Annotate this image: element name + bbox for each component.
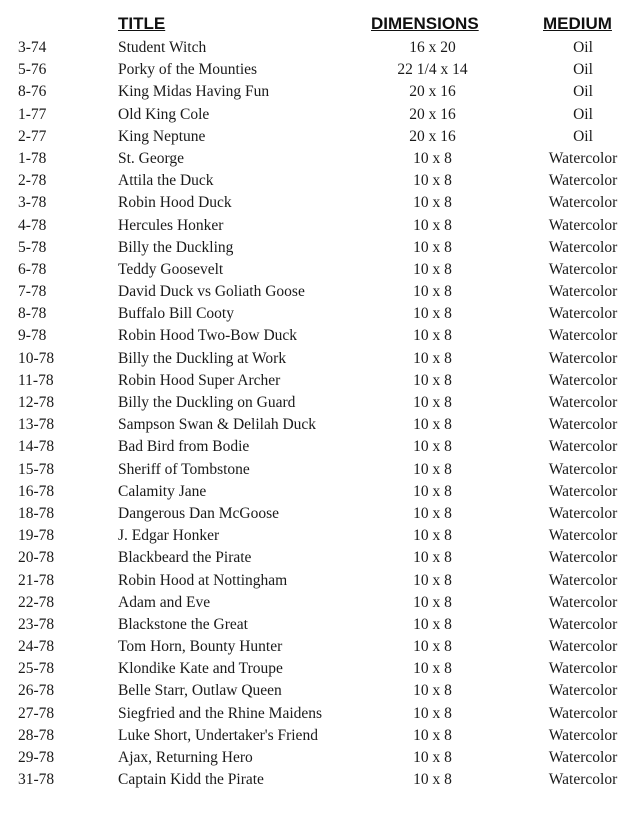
catalog-number: 3-74 [18,39,47,56]
artwork-title: Luke Short, Undertaker's Friend [118,726,318,744]
table-row [0,126,638,148]
table-row [0,104,638,126]
catalog-number: 2-77 [18,127,47,145]
artwork-medium: Watercolor [548,371,618,389]
catalog-number: 24-78 [18,638,55,656]
catalog-number: 9-78 [18,327,47,345]
catalog-number: 1-77 [18,105,47,123]
table-row [0,281,638,303]
artwork-medium: Watercolor [548,349,618,367]
catalog-number: 29-78 [18,749,55,766]
artwork-dimensions: 10 x 8 [413,771,452,789]
artwork-dimensions: 20 x 16 [409,83,456,101]
catalog-number: 14-78 [18,438,55,456]
artwork-dimensions: 10 x 8 [413,504,452,522]
artwork-title: Dangerous Dan McGoose [118,504,279,522]
artwork-medium: Oil [573,105,593,123]
catalog-number: 19-78 [18,527,55,545]
artwork-medium: Watercolor [548,327,618,345]
table-row [0,481,638,503]
artwork-title: Blackbeard the Pirate [118,549,252,567]
artwork-dimensions: 10 x 8 [413,305,452,323]
catalog-number: 16-78 [18,482,55,500]
table-row [0,747,638,769]
artwork-dimensions: 10 x 8 [413,638,452,656]
artwork-medium: Watercolor [548,149,618,167]
artwork-title: Sampson Swan & Delilah Duck [118,416,317,434]
artwork-medium: Watercolor [548,460,618,478]
artwork-title: Attila the Duck [118,172,214,190]
artwork-medium: Watercolor [548,394,618,411]
artwork-medium: Watercolor [548,682,618,700]
artwork-title: King Neptune [118,127,206,145]
artwork-medium: Watercolor [548,771,618,789]
table-row [0,170,638,192]
artwork-dimensions: 20 x 16 [409,127,456,145]
artwork-dimensions: 10 x 8 [413,238,452,256]
artwork-dimensions: 10 x 8 [413,482,452,500]
artwork-title: Porky of the Mounties [118,61,258,79]
catalog-number: 21-78 [18,571,55,589]
catalog-number: 12-78 [18,394,55,411]
table-row [0,547,638,569]
artwork-medium: Watercolor [548,305,618,323]
artwork-title: Belle Starr, Outlaw Queen [118,682,282,700]
table-row [0,658,638,680]
artwork-medium: Watercolor [548,238,618,256]
catalog-number: 5-78 [18,238,47,256]
table-row [0,348,638,370]
catalog-number: 28-78 [18,726,55,744]
artwork-medium: Watercolor [548,216,618,234]
catalog-number: 27-78 [18,704,55,722]
artwork-title: Student Witch [118,39,207,56]
catalog-number: 4-78 [18,216,47,234]
table-row [0,259,638,281]
artwork-medium: Watercolor [548,438,618,456]
artwork-dimensions: 10 x 8 [413,349,452,367]
artwork-medium: Watercolor [548,260,618,278]
artwork-dimensions: 10 x 8 [413,704,452,722]
artwork-dimensions: 20 x 16 [409,105,456,123]
artwork-title: Buffalo Bill Cooty [118,305,234,323]
artwork-dimensions: 10 x 8 [413,549,452,567]
artwork-dimensions: 10 x 8 [413,571,452,589]
table-row [0,592,638,614]
artwork-medium: Watercolor [548,615,618,633]
artwork-medium: Watercolor [548,571,618,589]
artwork-title: Billy the Duckling at Work [118,349,287,367]
catalog-number: 31-78 [18,771,55,789]
table-row [0,614,638,636]
title-column-header: TITLE [118,14,166,33]
artwork-medium: Watercolor [548,704,618,722]
catalog-number: 8-78 [18,305,47,323]
artwork-title: Tom Horn, Bounty Hunter [118,638,283,656]
artwork-dimensions: 10 x 8 [413,327,452,345]
catalog-number: 11-78 [18,371,54,389]
artwork-dimensions: 10 x 8 [413,527,452,545]
table-row [0,436,638,458]
artwork-title: Robin Hood Super Archer [118,371,281,389]
catalog-number: 25-78 [18,660,55,678]
catalog-number: 1-78 [18,149,47,167]
medium-column-header: MEDIUM [543,14,612,33]
artwork-dimensions: 16 x 20 [409,39,456,56]
artwork-dimensions: 10 x 8 [413,593,452,611]
artwork-title: Teddy Goosevelt [118,260,224,278]
catalog-number: 20-78 [18,549,55,567]
artwork-dimensions: 10 x 8 [413,216,452,234]
artwork-title: Sheriff of Tombstone [118,460,250,478]
catalog-number: 23-78 [18,615,55,633]
artwork-dimensions: 22 1/4 x 14 [397,61,468,79]
artwork-title: Captain Kidd the Pirate [118,771,264,789]
artwork-medium: Oil [573,39,593,56]
catalog-number: 5-76 [18,61,47,79]
table-row [0,37,638,59]
catalog-number: 13-78 [18,416,55,434]
artwork-medium: Watercolor [548,549,618,567]
table-row [0,59,638,81]
artwork-medium: Watercolor [548,726,618,744]
artwork-medium: Watercolor [548,482,618,500]
artwork-dimensions: 10 x 8 [413,371,452,389]
table-row [0,392,638,414]
catalog-number: 3-78 [18,194,47,212]
table-row [0,192,638,214]
catalog-number: 8-76 [18,83,47,101]
artwork-medium: Watercolor [548,172,618,190]
artwork-medium: Watercolor [548,283,618,301]
artwork-title: Siegfried and the Rhine Maidens [118,704,323,722]
artwork-title: Ajax, Returning Hero [118,749,253,766]
artwork-dimensions: 10 x 8 [413,615,452,633]
artwork-dimensions: 10 x 8 [413,172,452,190]
catalog-number: 2-78 [18,172,47,190]
artwork-medium: Watercolor [548,749,618,766]
catalog-number: 7-78 [18,283,47,301]
artwork-title: St. George [118,149,185,167]
artwork-title: David Duck vs Goliath Goose [118,283,305,301]
artwork-title: Blackstone the Great [118,615,248,633]
table-row [0,81,638,103]
artwork-title: Robin Hood at Nottingham [118,571,288,589]
table-row [0,370,638,392]
table-row [0,414,638,436]
artwork-dimensions: 10 x 8 [413,749,452,766]
catalog-number: 6-78 [18,260,47,278]
artwork-dimensions: 10 x 8 [413,149,452,167]
artwork-medium: Watercolor [548,194,618,212]
artwork-dimensions: 10 x 8 [413,460,452,478]
artwork-medium: Oil [573,83,593,101]
artwork-title: Klondike Kate and Troupe [118,660,283,678]
artwork-dimensions: 10 x 8 [413,283,452,301]
artwork-medium: Watercolor [548,638,618,656]
catalog-number: 22-78 [18,593,55,611]
artwork-title: Bad Bird from Bodie [118,438,250,456]
artwork-dimensions: 10 x 8 [413,438,452,456]
artwork-dimensions: 10 x 8 [413,682,452,700]
artwork-title: King Midas Having Fun [118,83,270,101]
artwork-dimensions: 10 x 8 [413,660,452,678]
artwork-title: Hercules Honker [118,216,224,234]
table-row [0,725,638,747]
table-row [0,303,638,325]
table-row [0,215,638,237]
artwork-dimensions: 10 x 8 [413,416,452,434]
catalog-number: 26-78 [18,682,55,700]
table-row [0,769,638,791]
artwork-title: J. Edgar Honker [118,527,220,545]
table-row [0,325,638,347]
catalog-number: 18-78 [18,504,55,522]
artwork-medium: Watercolor [548,593,618,611]
table-row [0,570,638,592]
artwork-dimensions: 10 x 8 [413,194,452,212]
artwork-medium: Oil [573,127,593,145]
catalog-number: 15-78 [18,460,55,478]
artwork-title: Billy the Duckling [118,238,234,256]
artwork-list [0,37,638,791]
table-row [0,525,638,547]
artwork-medium: Watercolor [548,416,618,434]
artwork-title: Billy the Duckling on Guard [118,394,296,411]
artwork-medium: Oil [573,61,593,79]
table-row [0,459,638,481]
artwork-title: Adam and Eve [118,593,211,611]
artwork-title: Robin Hood Two-Bow Duck [118,327,298,345]
artwork-dimensions: 10 x 8 [413,726,452,744]
artwork-medium: Watercolor [548,504,618,522]
catalog-number: 10-78 [18,349,55,367]
artwork-medium: Watercolor [548,527,618,545]
artwork-dimensions: 10 x 8 [413,260,452,278]
artwork-dimensions: 10 x 8 [413,394,452,411]
table-row [0,237,638,259]
table-row [0,503,638,525]
dimensions-column-header: DIMENSIONS [371,14,479,33]
artwork-medium: Watercolor [548,660,618,678]
table-row [0,636,638,658]
table-row [0,680,638,702]
table-row [0,703,638,725]
artwork-title: Robin Hood Duck [118,194,232,212]
artwork-title: Calamity Jane [118,482,207,500]
table-row [0,148,638,170]
artwork-title: Old King Cole [118,105,210,123]
